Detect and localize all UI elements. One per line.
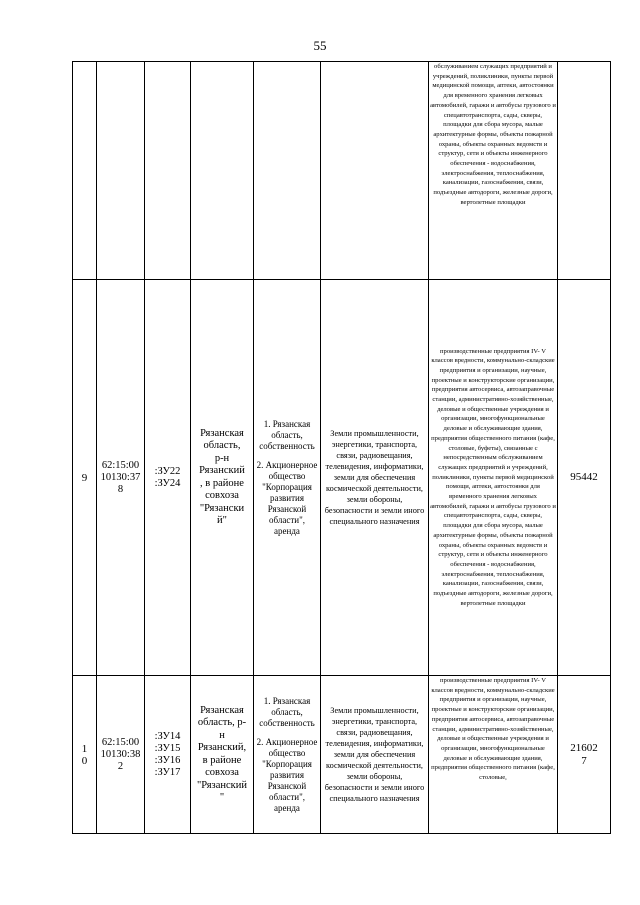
- row-number-line: 1: [81, 742, 88, 755]
- cell-number: [73, 676, 97, 834]
- location-line: Рязанская: [200, 427, 244, 439]
- page-number: 55: [313, 38, 327, 53]
- cell-zu: [145, 62, 191, 280]
- cell-category: [321, 62, 429, 280]
- zu-label: :ЗУ14: [154, 730, 181, 742]
- owner-entry: 2. Акционерное общество "Корпорация развития Рязанской области", аренда: [256, 459, 318, 536]
- permitted-use-text: производственные предприятия IV- V классов вредности, коммунально-складские предприятия и организации, научные, проектные и конструкторские организации, предприятия автосервиса, автозаправочные станции, административно-хозяйственные, деловые и общественные учреждения и организации, многофункциональные деловые и обслуживающие здания, предприятия общественного питания (кафе, столовые,: [431, 677, 555, 782]
- cell-owner: [254, 62, 321, 280]
- zu-label: :ЗУ24: [154, 477, 181, 489]
- cell-cadastral: [97, 676, 145, 834]
- table-row: [73, 280, 611, 676]
- location-line: в районе: [202, 754, 242, 766]
- cell-category: [321, 676, 429, 834]
- cell-permitted-use: [429, 676, 558, 834]
- location-line: р-н: [214, 452, 230, 464]
- location-line: "Рязански: [199, 502, 245, 514]
- permitted-use-text: производственные предприятия IV- V классов вредности, коммунально-складские предприятия и организации, научные, проектные и конструкторские организации, предприятия автосервиса, автозаправочные станции, административно-хозяйственные, деловые и общественные учреждения и организации, многофункциональные деловые и обслуживающие здания, предприятия общественного питания (кафе, столовые, буфеты), связанные с непосредственным обслуживанием служащих предприятий и учреждений, поликлиники, пункты первой медицинской помощи, аптеки, автостоянки для временного хранения легковых автомобилей, гаражи и автобусы грузового и спецавтотранспорта, сады, скверы, площадки для сбора мусора, малые архитектурные формы, объекты пожарной охраны, объекты охранных ведомств и структур, сети и объекты инженерного обеспечения - водоснабжения, электроснабжения, теплоснабжения, канализации, газоснабжения, связи, подъездные автодороги, железные дороги, вертолетные площадки: [430, 347, 556, 607]
- table-row: [73, 676, 611, 834]
- location-line: совхоза: [205, 490, 239, 501]
- cell-category: [321, 280, 429, 676]
- row-number-line: 9: [81, 471, 88, 484]
- location-line: совхоза: [205, 767, 239, 778]
- zu-label: :ЗУ16: [154, 754, 181, 766]
- location-line: "Рязанский: [197, 779, 247, 791]
- cadastral-number-line: 62:15:00: [101, 736, 140, 748]
- location-line: й": [217, 515, 227, 526]
- cell-permitted-use: [429, 62, 558, 280]
- land-category-text: Земли промышленности, энергетики, транспорта, связи, радиовещания, телевидения, информатики, земли для обеспечения космической деятельности, земли обороны, безопасности и земли иного специального назначения: [324, 706, 425, 803]
- cell-zu: [145, 280, 191, 676]
- land-plots-table: [72, 61, 611, 834]
- cell-cadastral: [97, 62, 145, 280]
- cadastral-number-line: 8: [117, 483, 124, 495]
- location-line: н: [219, 729, 225, 741]
- permitted-use-text: обслуживанием служащих предприятий и учреждений, поликлиники, пункты первой медицинской помощи, аптеки, автостоянки для временного хранения легковых автомобилей, гаражи и автобусы грузового и спецавтотранспорта, сады, скверы, площадки для сбора мусора, малые архитектурные формы, объекты пожарной охраны, объекты охранных ведомств и структур, сети и объекты инженерного обеспечения - водоснабжения, электроснабжения, теплоснабжения, канализации, газоснабжения, связи, подъездные автодороги, железные дороги, вертолетные площадки: [430, 63, 556, 206]
- cell-number: [73, 62, 97, 280]
- cadastral-number-line: 62:15:00: [101, 459, 140, 471]
- cell-number: [73, 280, 97, 676]
- cadastral-number-line: 10130:38: [100, 748, 141, 760]
- location-line: область,: [203, 440, 241, 451]
- location-line: ": [219, 792, 225, 803]
- cell-area: [558, 280, 611, 676]
- cell-location: [191, 280, 254, 676]
- cell-location: [191, 676, 254, 834]
- cell-location: [191, 62, 254, 280]
- location-line: область, р-: [197, 717, 247, 728]
- owner-entry: 2. Акционерное общество "Корпорация развития Рязанской области", аренда: [256, 736, 318, 813]
- cell-owner: [254, 280, 321, 676]
- row-number-line: 0: [81, 754, 88, 767]
- owner-entry: 1. Рязанская область, собственность: [259, 695, 315, 728]
- zu-label: :ЗУ15: [154, 742, 181, 754]
- location-line: Рязанская: [200, 704, 244, 716]
- area-value-line: 21602: [570, 741, 598, 754]
- table-row-continuation: [73, 62, 611, 280]
- cell-area: [558, 62, 611, 280]
- cadastral-number-line: 2: [117, 760, 124, 772]
- cell-permitted-use: [429, 280, 558, 676]
- location-line: Рязанский,: [197, 742, 247, 753]
- cell-area: [558, 676, 611, 834]
- area-value-line: 7: [581, 754, 587, 767]
- location-line: Рязанский: [199, 465, 245, 476]
- cell-zu: [145, 676, 191, 834]
- cell-cadastral: [97, 280, 145, 676]
- owner-entry: 1. Рязанская область, собственность: [259, 418, 315, 451]
- zu-label: :ЗУ17: [154, 766, 181, 778]
- location-line: , в районе: [200, 477, 244, 489]
- zu-label: :ЗУ22: [154, 465, 181, 477]
- land-category-text: Земли промышленности, энергетики, транспорта, связи, радиовещания, телевидения, информатики, земли для обеспечения космической деятельности, земли обороны, безопасности и земли иного специального назначения: [324, 429, 425, 526]
- cadastral-number-line: 10130:37: [100, 471, 141, 483]
- cell-owner: [254, 676, 321, 834]
- area-value-line: 95442: [570, 471, 598, 483]
